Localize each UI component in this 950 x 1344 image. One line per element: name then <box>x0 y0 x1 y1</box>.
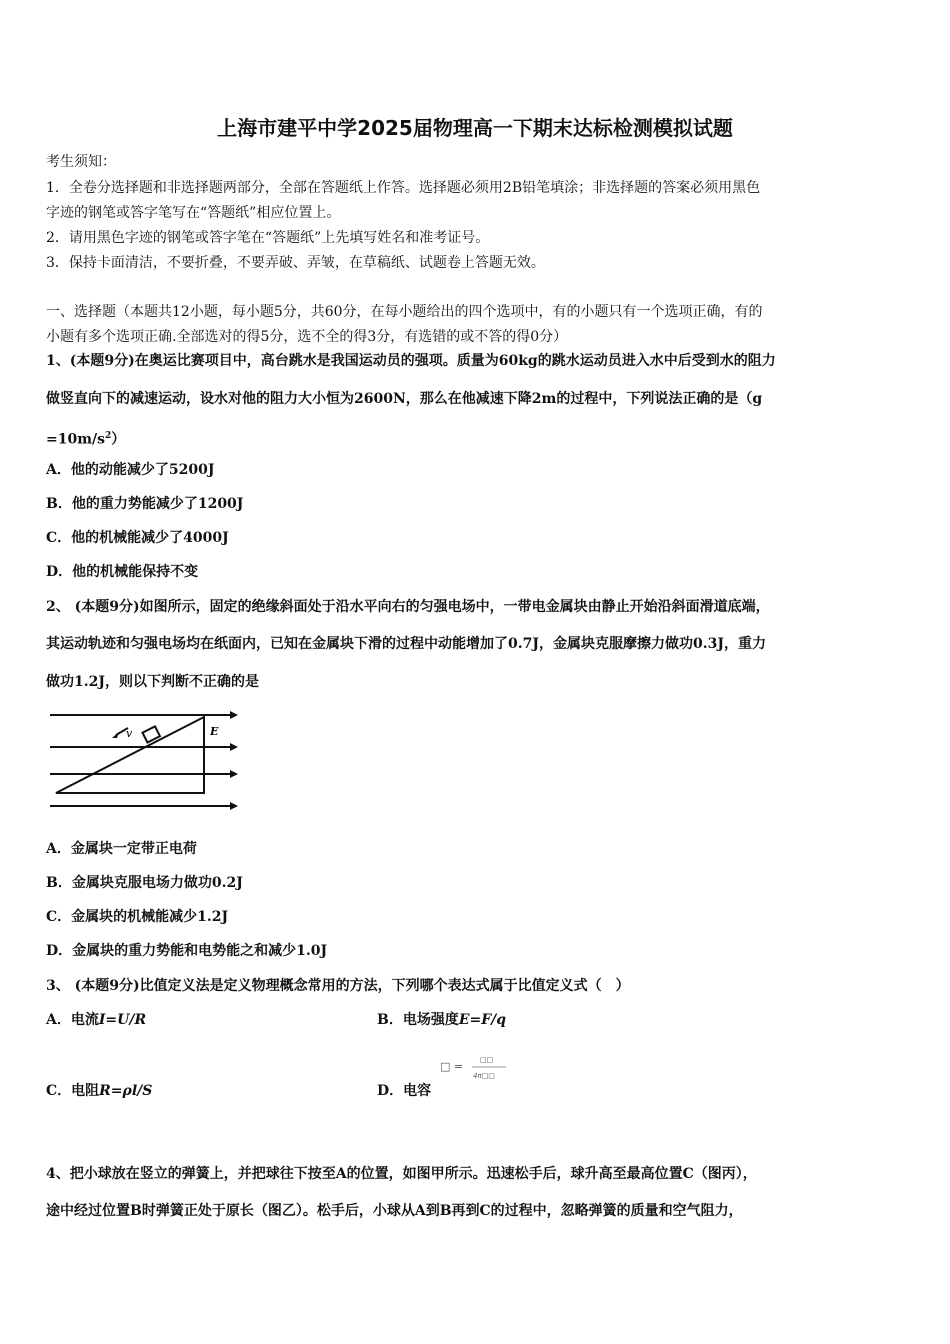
q1-option-c: C．他的机械能减少了4000J <box>46 530 229 546</box>
q2-option-a: A．金属块一定带正电荷 <box>46 841 197 857</box>
q2-option-d: D．金属块的重力势能和电势能之和减少1.0J <box>46 943 328 959</box>
q1-option-b: B．他的重力势能减少了1200J <box>46 496 244 512</box>
q3-option-b: B．电场强度E=F/q <box>377 1012 507 1028</box>
arrowhead-2 <box>230 743 238 751</box>
svg-text:4π□□: 4π□□ <box>473 1072 495 1080</box>
notice-item-1b: 字迹的钢笔或答字笔写在“答题纸”相应位置上。 <box>46 205 341 221</box>
q3-option-a: A．电流I=U/R <box>46 1012 147 1028</box>
section-instructions-2: 小题有多个选项正确.全部选对的得5分，选不全的得3分，有选错的或不答的得0分） <box>46 329 568 345</box>
notice-item-3: 3．保持卡面清洁，不要折叠，不要弄破、弄皱，在草稿纸、试题卷上答题无效。 <box>46 255 545 271</box>
q1-stem-3: $=10m/s^2$） <box>46 431 126 448</box>
arrowhead-4 <box>230 802 238 810</box>
velocity-arrowhead <box>112 732 119 738</box>
section-instructions-1: 一、选择题（本题共12小题，每小题5分，共60分，在每小题给出的四个选项中，有的小题只有一个选项正确，有的 <box>46 304 763 320</box>
label-e: E <box>210 725 219 738</box>
notice-item-1a: 1．全卷分选择题和非选择题两部分，全部在答题纸上作答。选择题必须用2B铅笔填涂；非选择题的答案必须用黑色 <box>46 180 761 196</box>
q4-stem-2: 途中经过位置B时弹簧正处于原长（图乙）。松手后，小球从A到B再到C的过程中，忽略弹簧的质量和空气阻力， <box>46 1203 743 1219</box>
q4-stem-1: 4、把小球放在竖立的弹簧上，并把球往下按至A的位置，如图甲所示。迅速松手后，球升高至最高位置C（图丙）， <box>46 1166 757 1182</box>
q2-stem-2: 其运动轨迹和匀强电场均在纸面内，已知在金属块下滑的过程中动能增加了0.7J，金属块克服摩擦力做功0.3J，重力 <box>46 636 766 652</box>
q2-stem-1: 2、 (本题9分)如图所示，固定的绝缘斜面处于沿水平向右的匀强电场中，一带电金属块由静止开始沿斜面滑道底端， <box>46 599 770 615</box>
arrowhead-3 <box>230 770 238 778</box>
q1-stem-2: 做竖直向下的减速运动，设水对他的阻力大小恒为2600N，那么在他减速下降2m的过程中，下列说法正确的是（g <box>46 391 763 407</box>
incline-field-diagram <box>46 705 241 815</box>
q3-option-d: D．电容 <box>377 1083 432 1099</box>
q3-option-c: C．电阻R=ρl/S <box>46 1083 153 1099</box>
notice-item-2: 2．请用黑色字迹的钢笔或答字笔在“答题纸”上先填写姓名和准考证号。 <box>46 230 490 246</box>
arrowhead-1 <box>230 711 238 719</box>
capacitance-formula <box>440 1052 510 1082</box>
q1-option-d: D．他的机械能保持不变 <box>46 564 199 580</box>
q2-option-b: B．金属块克服电场力做功0.2J <box>46 875 243 891</box>
q2-option-c: C．金属块的机械能减少1.2J <box>46 909 229 925</box>
q1-option-a: A．他的动能减少了5200J <box>46 462 215 478</box>
label-v: v <box>126 727 133 740</box>
svg-text:□□: □□ <box>480 1056 494 1064</box>
q1-stem-1: 1、(本题9分)在奥运比赛项目中，高台跳水是我国运动员的强项。质量为60kg的跳水运动员进入水中后受到水的阻力 <box>46 353 776 369</box>
page-title: 上海市建平中学2025届物理高一下期末达标检测模拟试题 <box>217 116 733 140</box>
q3-stem: 3、 (本题9分)比值定义法是定义物理概念常用的方法，下列哪个表达式属于比值定义式（ ） <box>46 978 630 994</box>
svg-text:□ =: □ = <box>440 1060 464 1073</box>
q2-stem-3: 做功1.2J，则以下判断不正确的是 <box>46 674 259 690</box>
notice-heading: 考生须知： <box>46 154 116 170</box>
